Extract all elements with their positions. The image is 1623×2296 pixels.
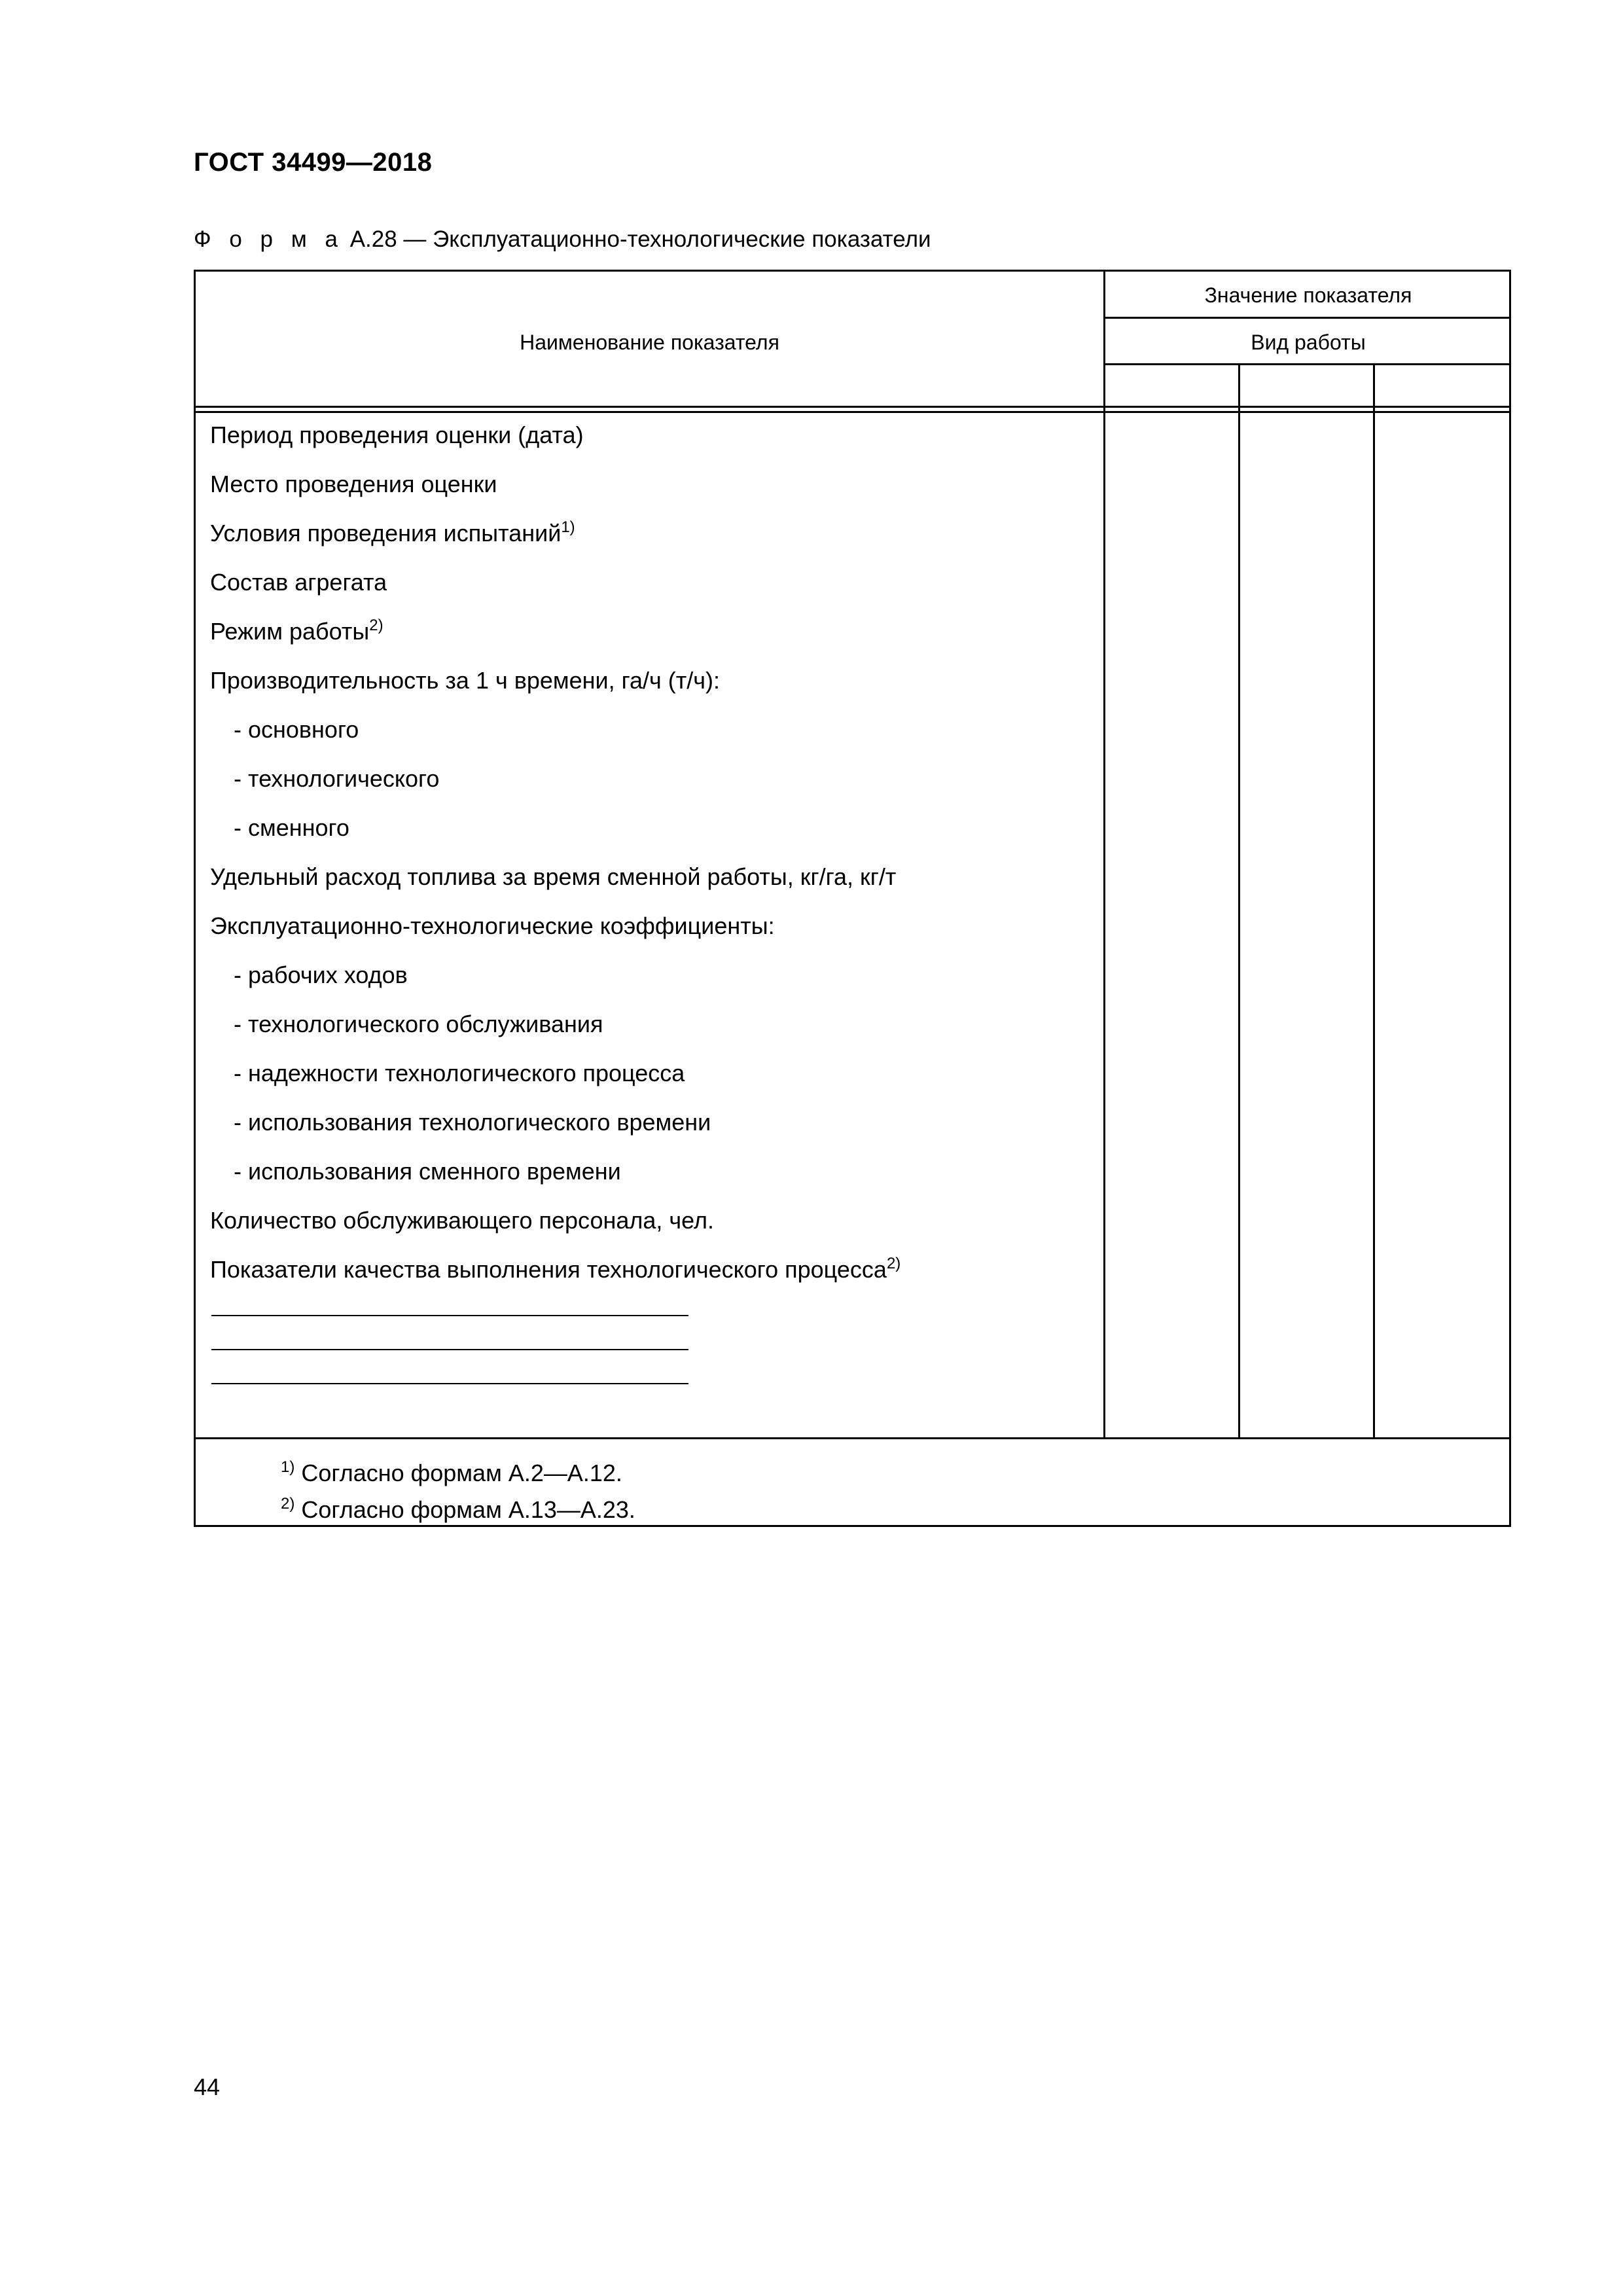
table-row: Условия проведения испытаний$^{1)}$ [210,518,575,547]
header-bottom-line-2 [196,411,1509,413]
form-caption [194,226,931,253]
footnote-divider [196,1437,1509,1439]
table-row: - использования технологического времени [234,1109,711,1136]
table-row: Период проведения оценки (дата) [210,422,584,448]
table-row: Количество обслуживающего персонала, чел. [210,1207,714,1234]
table-row: - сменного [234,814,349,841]
form-title: А.28 — Эксплуатационно-технологические показатели [343,226,931,252]
header-name-column: Наименование показателя [520,331,779,354]
form-label: Ф о р м а [194,226,344,252]
table-row: - технологического обслуживания [234,1011,603,1037]
header-value-group: Значение показателя [1204,283,1412,307]
table-row: Состав агрегата [210,569,387,596]
header-bottom-line-1 [196,406,1509,408]
header-divider-work-type [1103,363,1511,365]
header-work-type: Вид работы [1251,331,1366,354]
document-code: ГОСТ 34499—2018 [194,148,433,177]
table-row: - рабочих ходов [234,961,408,988]
table-row: - основного [234,716,359,743]
column-divider-value-1 [1238,365,1240,1437]
footnote: $^{1)}$ Согласно формам А.2—А.12. [281,1458,622,1486]
indicators-table [194,270,1511,1527]
fill-in-line [211,1349,688,1350]
page-number: 44 [194,2073,221,2100]
fill-in-line [211,1315,688,1316]
table-row: Производительность за 1 ч времени, га/ч (т/ч): [210,667,721,694]
table-row: Режим работы$^{2)}$ [210,617,383,645]
table-row: Место проведения оценки [210,471,497,497]
table-row: Эксплуатационно-технологические коэффициенты: [210,912,775,939]
table-row: - технологического [234,765,440,792]
column-divider-name [1103,272,1105,1437]
column-divider-value-2 [1373,365,1375,1437]
header-divider-value-group [1103,317,1511,319]
table-row: Показатели качества выполнения технологического процесса$^{2)}$ [210,1255,901,1283]
table-row: - использования сменного времени [234,1158,621,1185]
table-row: Удельный расход топлива за время сменной работы, кг/га, кг/т [210,863,897,890]
fill-in-line [211,1383,688,1384]
footnote: $^{2)}$ Согласно формам А.13—А.23. [281,1495,635,1523]
table-row: - надежности технологического процесса [234,1060,685,1086]
